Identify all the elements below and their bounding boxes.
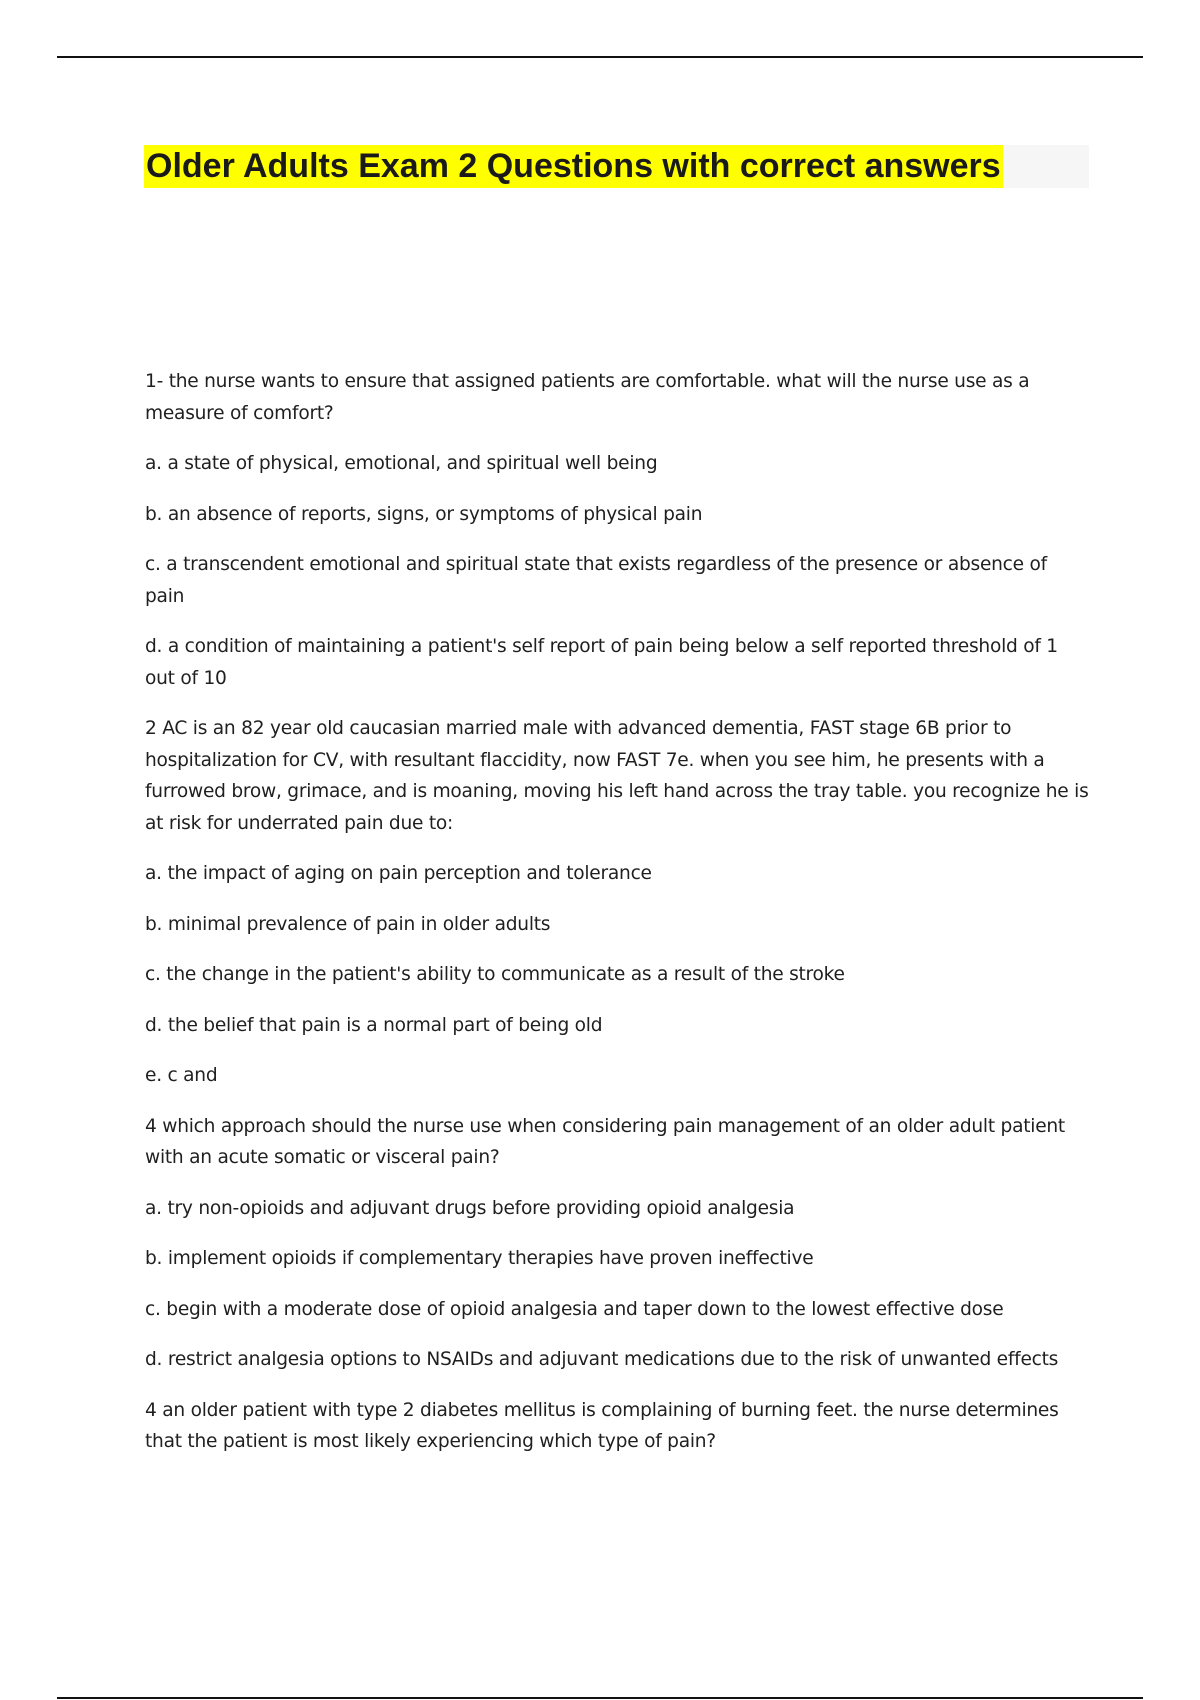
question-1-option-d: d. a condition of maintaining a patient's self report of pain being below a self reported threshold of 1 out of 10 — [145, 636, 1058, 689]
question-1-option-a: a. a state of physical, emotional, and spiritual well being — [145, 453, 658, 474]
question-2: 2 AC is an 82 year old caucasian married male with advanced dementia, FAST stage 6B prior to hospitalization for CV, with resultant flaccidity, now FAST 7e. when you see him, he presents with a furrowed brow, grimace, and is moaning, moving his left hand across the tray table. you recognize he is at risk for underrated pain due to: — [145, 718, 1089, 834]
question-2-option-d: d. the belief that pain is a normal part of being old — [145, 1014, 603, 1036]
question-1-option-b: b. an absence of reports, signs, or symptoms of physical pain — [145, 503, 703, 525]
question-3-option-a: a. try non-opioids and adjuvant drugs before providing opioid analgesia — [145, 1197, 795, 1219]
question-4: 4 an older patient with type 2 diabetes mellitus is complaining of burning feet. the nurse determines that the patient is most likely experiencing which type of pain? — [145, 1399, 1059, 1452]
question-3-option-b: b. implement opioids if complementary therapies have proven ineffective — [145, 1248, 814, 1269]
question-2-option-e: e. c and — [145, 1065, 218, 1086]
question-1-option-c: c. a transcendent emotional and spiritual state that exists regardless of the presence or absence of pain — [145, 554, 1047, 607]
document-body — [145, 366, 1090, 1477]
question-3-option-d: d. restrict analgesia options to NSAIDs and adjuvant medications due to the risk of unwanted effects — [145, 1349, 1059, 1370]
question-2-option-b: b. minimal prevalence of pain in older adults — [145, 913, 551, 935]
question-3-option-c: c. begin with a moderate dose of opioid analgesia and taper down to the lowest effective dose — [145, 1298, 1004, 1320]
top-divider — [57, 56, 1143, 58]
bottom-divider — [57, 1697, 1143, 1699]
question-2-option-a: a. the impact of aging on pain perception and tolerance — [145, 863, 652, 884]
question-2-option-c: c. the change in the patient's ability to communicate as a result of the stroke — [145, 964, 845, 985]
document-title: Older Adults Exam 2 Questions with correct answers — [144, 145, 1003, 188]
question-3: 4 which approach should the nurse use when considering pain management of an older adult patient with an acute somatic or visceral pain? — [145, 1115, 1065, 1168]
question-1: 1- the nurse wants to ensure that assigned patients are comfortable. what will the nurse use as a measure of comfort? — [145, 371, 1030, 424]
title-highlight-band — [144, 145, 1089, 188]
